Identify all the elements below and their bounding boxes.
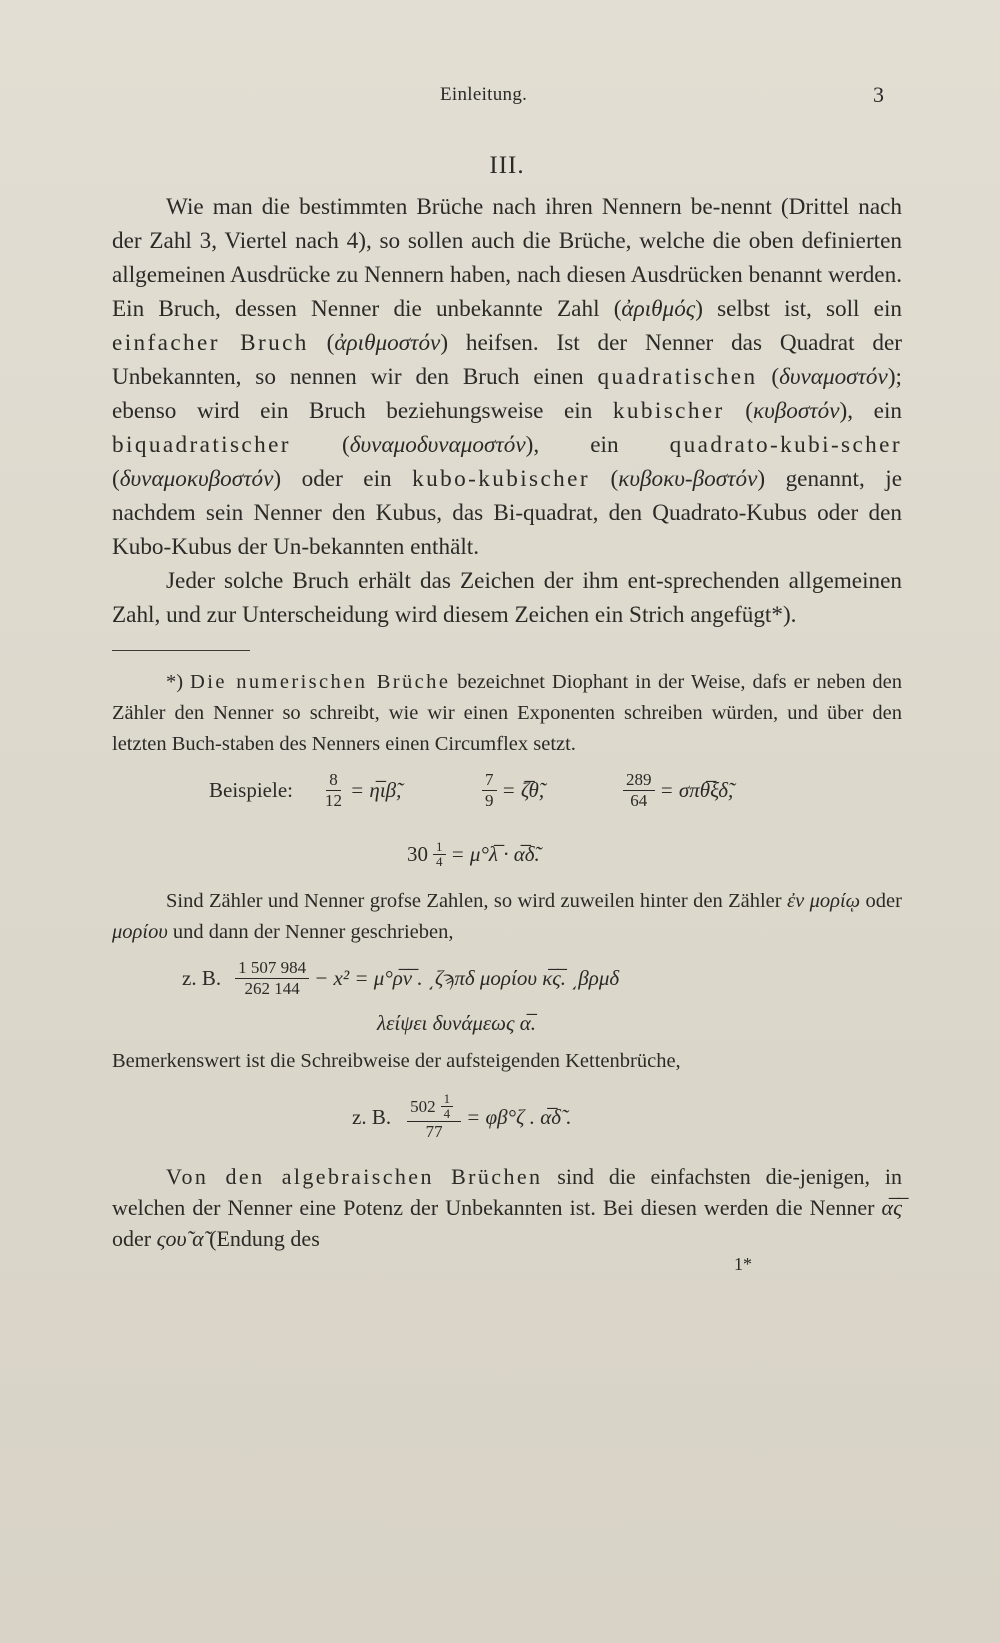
greek-term: κυβοστόν xyxy=(752,398,840,424)
zb-label: z. B. xyxy=(182,965,222,990)
text-run: ( xyxy=(112,466,120,492)
example-zb2 xyxy=(352,1077,572,1157)
denominator: 4 xyxy=(443,1106,451,1121)
example-zb2-formula xyxy=(112,1077,902,1161)
spaced-term: kubischer xyxy=(612,398,725,424)
text-run: (Endung des xyxy=(203,1226,320,1251)
example-4-formula xyxy=(112,824,902,886)
greek-term: ἐν μορίῳ xyxy=(787,890,861,912)
example-zb1-continuation xyxy=(377,1006,536,1040)
page-number: 3 xyxy=(873,82,884,107)
denominator: 9 xyxy=(485,790,494,810)
text-run: ) heifsen. Ist der Nenner das Quadrat der Unbekannten, so nennen wir den Bruch einen xyxy=(112,330,902,390)
text-run: sind die einfachsten die-jenigen, in welchen der Nenner eine Potenz der Unbekannten ist. Bei diesen werden die Nenner xyxy=(112,1164,902,1220)
fraction xyxy=(235,958,309,999)
footnote-rule xyxy=(112,650,250,651)
text-run: ( xyxy=(308,330,335,356)
numerator: 7 xyxy=(482,770,497,791)
spaced-term: biquadratischer xyxy=(112,432,291,458)
footnote-text xyxy=(112,667,902,760)
greek-notation: = ζ̅θ̃, xyxy=(501,777,545,802)
text-run: ) oder ein xyxy=(273,466,413,492)
text-run: ) selbst ist, soll ein xyxy=(695,296,903,322)
page-body xyxy=(112,152,902,1274)
paragraph-3 xyxy=(112,1161,902,1254)
text-run: ); ebenso wird ein Bruch beziehungsweise ein xyxy=(112,364,902,424)
continued-fraction xyxy=(407,1092,461,1142)
greek-term: α̅ς̅ xyxy=(881,1195,902,1220)
text-run: oder xyxy=(112,1226,157,1251)
fraction xyxy=(322,770,345,811)
spaced-term: kubo-kubischer xyxy=(412,466,590,492)
greek-term: δυναμοκυβοστόν xyxy=(119,466,274,492)
spaced-term: Von den algebraischen Brüchen xyxy=(166,1164,543,1189)
denominator: 77 xyxy=(425,1122,443,1141)
numerator xyxy=(407,1092,461,1122)
section-number: III. xyxy=(489,152,525,179)
greek-notation: = η̅ιβ̃, xyxy=(350,777,402,802)
numerator: 1 507 984 xyxy=(235,958,309,979)
numerator: 1 xyxy=(433,840,446,855)
text-run: ( xyxy=(757,364,780,390)
text-run: ) genannt, je nachdem sein Nenner den Kubus, das Bi-quadrat, den Quadrato-Kubus oder den Kubo-Kubus der Un-bekannten enthält. xyxy=(112,466,902,560)
denominator: 4 xyxy=(436,853,443,869)
denominator: 64 xyxy=(630,790,648,810)
example-4 xyxy=(407,824,540,884)
footnote-text-2 xyxy=(112,886,902,948)
greek-term: ἀριθμοστόν xyxy=(334,330,441,356)
fraction xyxy=(433,840,446,869)
greek-notation: = φβ°ζ . α̅δ̃ . xyxy=(466,1104,572,1129)
greek-notation: λείψει δυνάμεως α̅. xyxy=(377,1010,537,1035)
running-head: Einleitung. xyxy=(440,84,528,105)
spaced-term: quadratischen xyxy=(597,364,758,390)
text-run: ( xyxy=(290,432,350,458)
whole-number: 502 xyxy=(410,1096,436,1116)
examples-label xyxy=(209,760,293,820)
text-run: ( xyxy=(724,398,753,424)
spaced-term: Die numerischen Brüche xyxy=(190,671,451,693)
greek-term: ἀριθμός xyxy=(621,296,696,322)
numerator: 8 xyxy=(326,770,341,791)
text-run: ), ein xyxy=(525,432,670,458)
label-text: Beispiele: xyxy=(209,777,293,802)
spaced-term: quadrato-kubi-scher xyxy=(669,432,902,458)
footnote-mark: *) xyxy=(166,671,184,693)
example-1 xyxy=(317,760,401,820)
fraction xyxy=(482,770,497,811)
denominator: 12 xyxy=(325,790,342,810)
numerator: 289 xyxy=(623,770,655,791)
greek-term: δυναμοδυναμοστόν xyxy=(349,432,526,458)
greek-term: κυβοκυ-βοστόν xyxy=(618,466,758,492)
examples-formula xyxy=(112,760,902,824)
greek-notation: = μ°λ̅ · α̅δ̃. xyxy=(450,841,540,866)
paragraph-2: Jeder solche Bruch erhält das Zeichen der ihm ent-sprechenden allgemeinen Zahl, und zur Unterscheidung wird diesem Zeichen ein Strich angefügt*). xyxy=(112,568,902,628)
paragraph-1 xyxy=(112,190,902,564)
fraction xyxy=(623,770,655,811)
greek-term: μορίου xyxy=(112,921,168,943)
text-run: ( xyxy=(589,466,619,492)
example-3 xyxy=(618,760,733,820)
example-zb1-formula xyxy=(112,948,902,1006)
greek-term: ςου̃ α̃ xyxy=(156,1226,204,1251)
example-2 xyxy=(477,760,544,820)
spaced-term: einfacher Bruch xyxy=(112,330,309,356)
example-zb1-line2 xyxy=(112,1006,902,1046)
zb-label: z. B. xyxy=(352,1104,392,1129)
text-run: Sind Zähler und Nenner grofse Zahlen, so wird zuweilen hinter den Zähler xyxy=(166,890,788,912)
text-run: Wie man die bestimmten Brüche nach ihren Nennern be-nennt (Drittel nach der Zahl 3, Viertel nach 4), so sollen auch die Brüche, welche die oben definierten allgemeinen Ausdrücke zu Nennern haben, nach diesen Ausdrücken benannt werden. Ein Bruch, dessen Nenner die unbekannte Zahl ( xyxy=(112,194,902,322)
fraction xyxy=(441,1092,454,1121)
greek-term: δυναμοστόν xyxy=(779,364,888,390)
footnote-text-3: Bemerkenswert ist die Schreibweise der aufsteigenden Kettenbrüche, xyxy=(112,1050,681,1072)
page-header xyxy=(0,84,1000,114)
numerator: 1 xyxy=(441,1092,454,1107)
whole-number: 30 xyxy=(407,841,428,866)
text-run: bezeichnet Diophant in der Weise, dafs er neben den Zähler den Nenner so schreibt, wie wir einen Exponenten schreiben würden, und über den letzten Buch-staben des Nenners einen Circumflex setzt. xyxy=(112,671,903,755)
greek-notation: − x² = μ°ρ̅ν̅ . ͵ζϡπδ μορίου κ̅ς̅. ͵βρμδ xyxy=(314,965,620,990)
example-zb1 xyxy=(182,948,619,1008)
text-run: und dann der Nenner geschrieben, xyxy=(167,921,454,943)
greek-notation: = σπθ̅ξδ̃, xyxy=(659,777,734,802)
text-run: oder xyxy=(860,890,902,912)
signature-mark: 1* xyxy=(734,1254,752,1274)
text-run: ), ein xyxy=(839,398,902,424)
denominator: 262 144 xyxy=(244,978,300,998)
